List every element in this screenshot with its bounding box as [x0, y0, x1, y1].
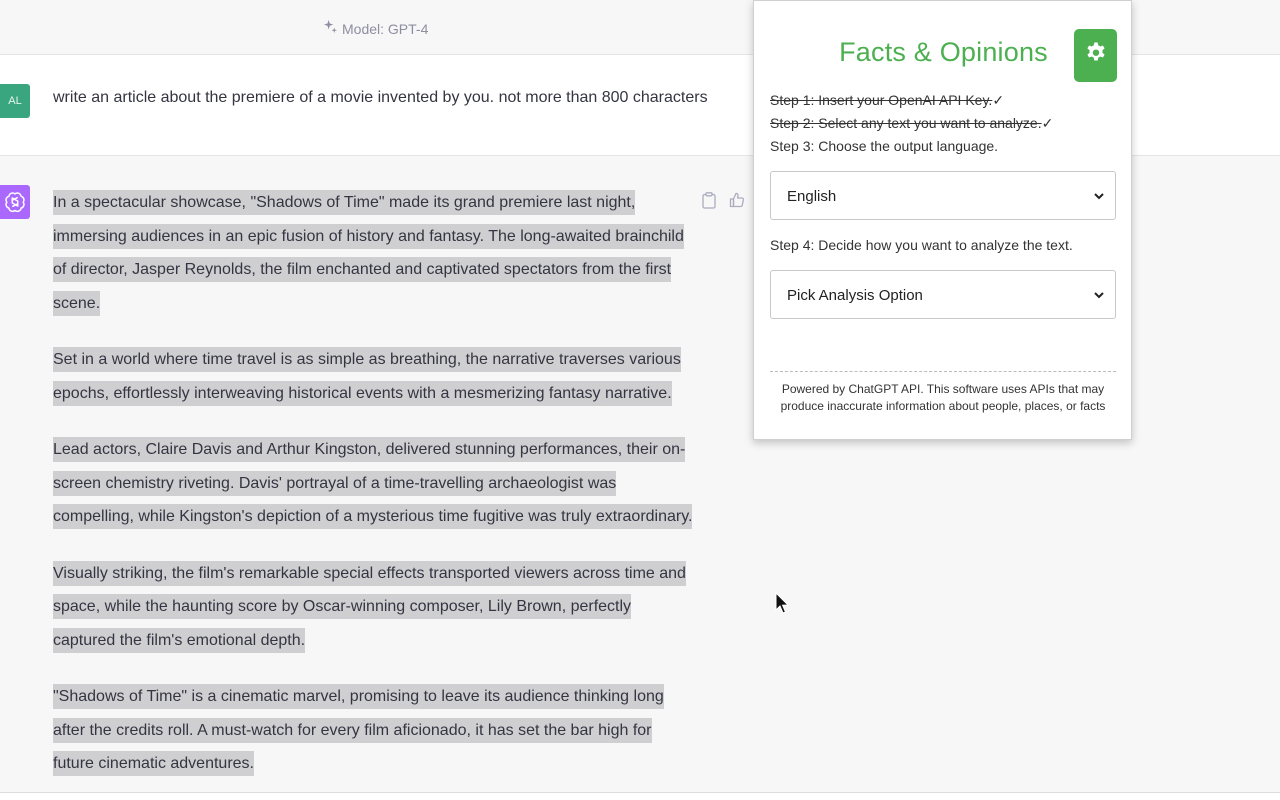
model-label — [323, 19, 428, 38]
check-icon: ✓ — [1041, 115, 1054, 131]
step-1-text: Step 1: Insert your OpenAI API Key. — [770, 92, 993, 108]
user-message-text: write an article about the premiere of a movie invented by you. not more than 800 characters — [53, 89, 708, 106]
divider — [770, 371, 1116, 372]
message-actions — [700, 191, 746, 209]
step-3 — [770, 138, 998, 154]
step-2 — [770, 115, 1053, 132]
chevron-down-icon — [1093, 189, 1105, 207]
step-3-text: Step 3: Choose the output language. — [770, 138, 999, 154]
facts-opinions-popup — [753, 0, 1132, 440]
analysis-select[interactable] — [770, 270, 1116, 319]
sparkle-icon — [323, 19, 338, 38]
selected-text[interactable]: "Shadows of Time" is a cinematic marvel, promising to leave its audience thinking long after the credits roll. A must-watch for every film aficionado, it has set the bar high for future cinematic adventures. — [53, 684, 664, 776]
step-1 — [770, 92, 1004, 109]
thumbs-up-icon[interactable] — [728, 191, 746, 209]
step-4 — [770, 237, 1073, 253]
assistant-paragraph — [53, 680, 693, 781]
assistant-message-text — [53, 186, 693, 800]
popup-title: Facts & Opinions — [839, 37, 1048, 67]
mouse-cursor-icon — [775, 592, 789, 621]
openai-logo-icon — [0, 185, 30, 219]
popup-footer: Powered by ChatGPT API. This software uses APIs that may produce inaccurate information about people, places, or facts — [780, 382, 1106, 413]
assistant-paragraph — [53, 343, 693, 410]
assistant-paragraph — [53, 186, 693, 320]
selected-text[interactable]: In a spectacular showcase, "Shadows of Time" made its grand premiere last night, immersing audiences in an epic fusion of history and fantasy. The long-awaited brainchild of director, Jasper Reynolds, the film enchanted and captivated spectators from the first scene. — [53, 190, 684, 316]
gear-icon — [1084, 41, 1108, 70]
user-avatar: AL — [0, 84, 30, 118]
clipboard-icon[interactable] — [700, 191, 718, 209]
selected-text[interactable]: Visually striking, the film's remarkable special effects transported viewers across time and space, while the haunting score by Oscar-winning composer, Lily Brown, perfectly captured the film's emotional depth. — [53, 561, 686, 653]
selected-text[interactable]: Set in a world where time travel is as simple as breathing, the narrative traverses various epochs, effortlessly interweaving historical events with a mesmerizing fantasy narrative. — [53, 347, 681, 406]
analysis-select-value: Pick Analysis Option — [787, 287, 923, 304]
step-2-text: Step 2: Select any text you want to analyze. — [770, 115, 1042, 131]
assistant-paragraph — [53, 433, 693, 534]
check-icon: ✓ — [992, 92, 1005, 108]
settings-button[interactable] — [1074, 29, 1117, 82]
language-select[interactable] — [770, 171, 1116, 220]
model-name: Model: GPT-4 — [342, 20, 429, 37]
chevron-down-icon — [1093, 288, 1105, 306]
step-4-text: Step 4: Decide how you want to analyze the text. — [770, 237, 1073, 253]
selected-text[interactable]: Lead actors, Claire Davis and Arthur Kingston, delivered stunning performances, their on-screen chemistry riveting. Davis' portrayal of a time-travelling archaeologist was compelling, while Kingston's depiction of a mysterious time fugitive was truly extraordinary. — [53, 437, 692, 529]
language-select-value: English — [787, 188, 837, 205]
assistant-paragraph — [53, 557, 693, 658]
